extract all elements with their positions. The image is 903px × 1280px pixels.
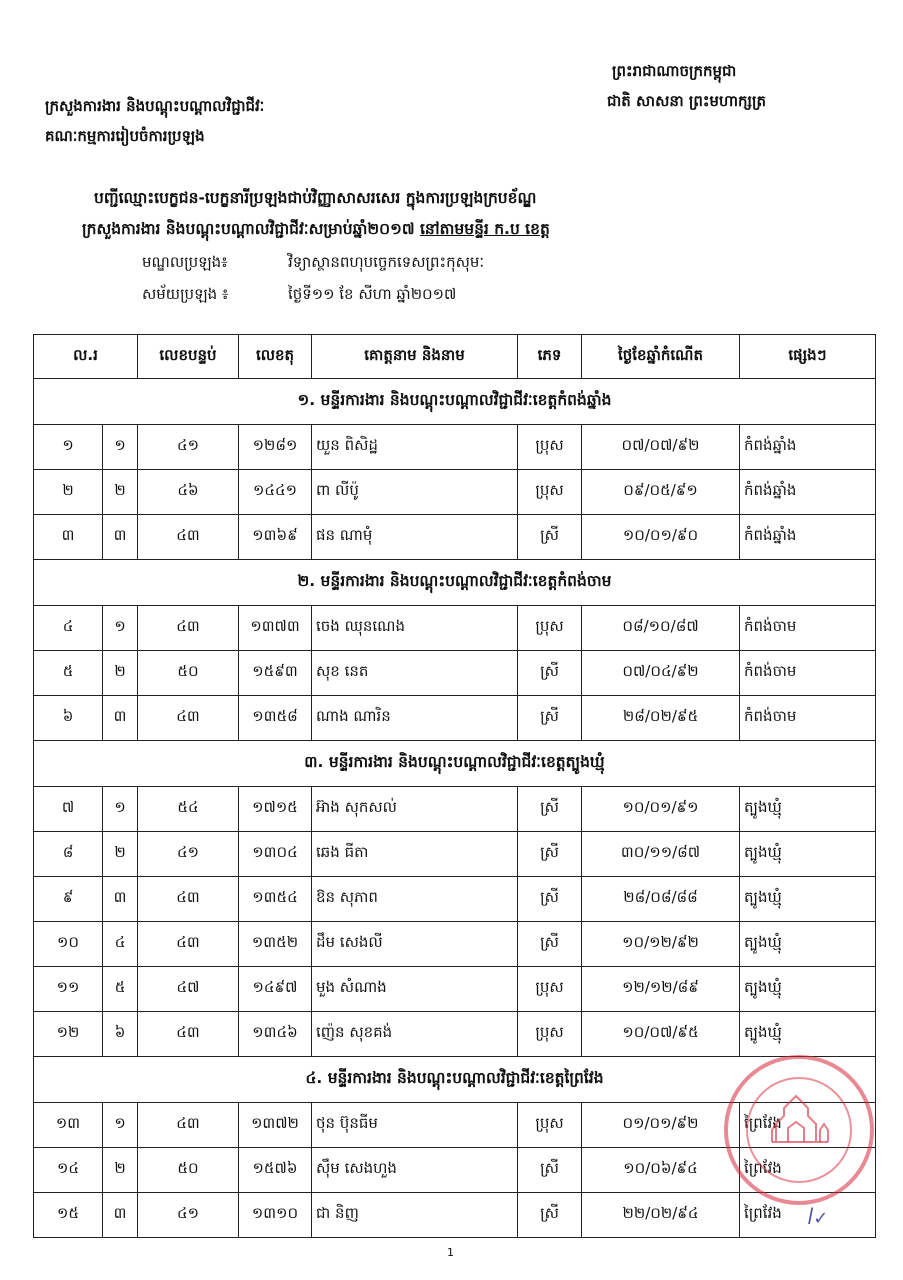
- section-title: ២. មន្ទីរការងារ និងបណ្តុះបណ្តាលវិជ្ជាជីវៈខេត្តកំពង់ចាម: [34, 560, 876, 606]
- cell-seat: ១៤៩៧: [239, 967, 312, 1012]
- cell-no: ៩: [34, 877, 103, 922]
- table-row: [34, 1012, 876, 1057]
- cell-seat: ១៤៤១: [239, 470, 312, 515]
- cell-sub: ២: [103, 1148, 138, 1193]
- cell-dob: ២៨/០២/៩៥: [582, 696, 740, 741]
- title-main: ក្រសួងការងារ និងបណ្តុះបណ្តាលវិជ្ជាជីវៈសម្រាប់ឆ្នាំ២០១៧: [82, 220, 415, 238]
- cell-no: ៥: [34, 651, 103, 696]
- cell-other: ត្បូងឃ្មុំ: [740, 967, 876, 1012]
- cell-sub: ៣: [103, 1193, 138, 1238]
- cell-name: ញ៉េន សុខគង់: [312, 1012, 518, 1057]
- cell-room: ៤៣: [138, 606, 239, 651]
- title-underlined: នៅតាមមន្ទីរ ក.ប ខេត្ត: [419, 220, 550, 238]
- cell-gender: ស្រី: [518, 1193, 582, 1238]
- cell-other: កំពង់ឆ្នាំង: [740, 470, 876, 515]
- table-row: [34, 922, 876, 967]
- cell-gender: ប្រុស: [518, 1012, 582, 1057]
- section-row: [34, 379, 876, 425]
- cell-name: ឆេង ធីតា: [312, 832, 518, 877]
- section-row: [34, 560, 876, 606]
- cell-seat: ១៣០៤: [239, 832, 312, 877]
- cell-gender: ប្រុស: [518, 967, 582, 1012]
- cell-gender: ប្រុស: [518, 606, 582, 651]
- section-title: ១. មន្ទីរការងារ និងបណ្តុះបណ្តាលវិជ្ជាជីវៈខេត្តកំពង់ឆ្នាំង: [34, 379, 876, 425]
- exam-session-label: សម័យប្រឡង ៖: [142, 285, 229, 303]
- table-row: [34, 877, 876, 922]
- cell-dob: ១០/០៦/៩៤: [582, 1148, 740, 1193]
- table-row: [34, 967, 876, 1012]
- cell-name: ពា លីប៉ូ: [312, 470, 518, 515]
- cell-sub: ៣: [103, 877, 138, 922]
- cell-dob: ១០/០១/៩១: [582, 787, 740, 832]
- cell-name: មួង សំណាង: [312, 967, 518, 1012]
- cell-other: ត្បូងឃ្មុំ: [740, 787, 876, 832]
- page-number: 1: [447, 1246, 454, 1259]
- cell-name: ស៊ឹម សេងហួង: [312, 1148, 518, 1193]
- cell-gender: ស្រី: [518, 515, 582, 560]
- table-row: [34, 515, 876, 560]
- cell-name: ណាង ណារិន: [312, 696, 518, 741]
- cell-gender: ប្រុស: [518, 470, 582, 515]
- cell-other: កំពង់ចាម: [740, 696, 876, 741]
- cell-sub: ១: [103, 606, 138, 651]
- cell-sub: ១: [103, 787, 138, 832]
- cell-seat: ១៣៧២: [239, 1103, 312, 1148]
- cell-dob: ០៨/១០/៨៧: [582, 606, 740, 651]
- cell-no: ១៣: [34, 1103, 103, 1148]
- committee-name: គណៈកម្មការរៀបចំការប្រឡង: [45, 127, 205, 145]
- cell-no: ៨: [34, 832, 103, 877]
- cell-name: ដឹម សេងលី: [312, 922, 518, 967]
- cell-seat: ១៣១០: [239, 1193, 312, 1238]
- cell-no: ១០: [34, 922, 103, 967]
- cell-no: ១២: [34, 1012, 103, 1057]
- cell-dob: ៣០/១១/៨៧: [582, 832, 740, 877]
- cell-room: ៤៣: [138, 515, 239, 560]
- cell-seat: ១៣៤៦: [239, 1012, 312, 1057]
- cell-other: កំពង់ឆ្នាំង: [740, 425, 876, 470]
- cell-other: កំពង់ចាម: [740, 606, 876, 651]
- cell-dob: ២២/០២/៩៤: [582, 1193, 740, 1238]
- cell-name: ចេង ឈុនណេង: [312, 606, 518, 651]
- cell-room: ៤១: [138, 832, 239, 877]
- cell-no: ១: [34, 425, 103, 470]
- cell-room: ៤៣: [138, 922, 239, 967]
- cell-dob: ១០/០១/៩០: [582, 515, 740, 560]
- table-row: [34, 1193, 876, 1238]
- cell-gender: ប្រុស: [518, 425, 582, 470]
- cell-gender: ប្រុស: [518, 1103, 582, 1148]
- cell-dob: ១២/១២/៨៩: [582, 967, 740, 1012]
- kingdom-heading: ព្រះរាជាណាចក្រកម្ពុជា: [612, 62, 737, 80]
- header-dob: ថ្ងៃខែឆ្នាំកំណើត: [582, 335, 740, 379]
- cell-dob: ២៨/០៨/៨៨: [582, 877, 740, 922]
- cell-seat: ១៣៧៣: [239, 606, 312, 651]
- cell-room: ៥៤: [138, 787, 239, 832]
- document-title-line-1: បញ្ជីឈ្មោះបេក្ខជន-បេក្ខនារីប្រឡងជាប់វិញ្ញាសាសរសេរ ក្នុងការប្រឡងក្របខ័ណ្ឌ: [94, 189, 537, 207]
- cell-room: ៤៣: [138, 877, 239, 922]
- cell-seat: ១៥៧៦: [239, 1148, 312, 1193]
- cell-gender: ស្រី: [518, 787, 582, 832]
- cell-sub: ២: [103, 470, 138, 515]
- cell-other: ព្រៃវែង: [740, 1148, 876, 1193]
- cell-other: ព្រៃវែង: [740, 1103, 876, 1148]
- cell-other: កំពង់ឆ្នាំង: [740, 515, 876, 560]
- cell-other: ព្រៃវែង: [740, 1193, 876, 1238]
- cell-gender: ស្រី: [518, 922, 582, 967]
- header-other: ផ្សេងៗ: [740, 335, 876, 379]
- cell-seat: ១៣៥២: [239, 922, 312, 967]
- cell-name: ផន ណាមុំ: [312, 515, 518, 560]
- cell-name: ថុន ប៊ុនធីម: [312, 1103, 518, 1148]
- cell-seat: ១៣៥៤: [239, 877, 312, 922]
- cell-no: ២: [34, 470, 103, 515]
- exam-center-value: វិទ្យាស្ថានពហុបច្ចេកទេសព្រះកុសុមៈ: [288, 253, 485, 271]
- cell-room: ៤៦: [138, 470, 239, 515]
- cell-gender: ស្រី: [518, 651, 582, 696]
- section-title: ៤. មន្ទីរការងារ និងបណ្តុះបណ្តាលវិជ្ជាជីវៈខេត្តព្រៃវែង: [34, 1057, 876, 1103]
- cell-sub: ៦: [103, 1012, 138, 1057]
- cell-name: សុខ នេត: [312, 651, 518, 696]
- cell-no: ១៤: [34, 1148, 103, 1193]
- cell-room: ៤៣: [138, 1012, 239, 1057]
- cell-room: ៥០: [138, 1148, 239, 1193]
- cell-no: ៧: [34, 787, 103, 832]
- cell-gender: ស្រី: [518, 832, 582, 877]
- table-row: [34, 606, 876, 651]
- signature-mark-icon: ꟾ✓: [808, 1208, 829, 1229]
- cell-name: ជា និញ: [312, 1193, 518, 1238]
- document-title-line-2: [82, 219, 550, 242]
- cell-seat: ១៣៦៩: [239, 515, 312, 560]
- cell-dob: ០៧/០៤/៩២: [582, 651, 740, 696]
- cell-other: ត្បូងឃ្មុំ: [740, 922, 876, 967]
- cell-gender: ស្រី: [518, 877, 582, 922]
- cell-sub: ៣: [103, 696, 138, 741]
- cell-dob: ០៩/០៥/៩១: [582, 470, 740, 515]
- cell-sub: ៤: [103, 922, 138, 967]
- cell-no: ៦: [34, 696, 103, 741]
- cell-room: ៤៣: [138, 1103, 239, 1148]
- header-no: ល.រ: [34, 335, 138, 379]
- cell-seat: ១២៨១: [239, 425, 312, 470]
- header-room: លេខបន្ទប់: [138, 335, 239, 379]
- exam-center-label: មណ្ឌលប្រឡង៖: [142, 253, 228, 271]
- cell-seat: ១៥៩៣: [239, 651, 312, 696]
- cell-no: ១១: [34, 967, 103, 1012]
- section-row: [34, 741, 876, 787]
- header-gender: ភេទ: [518, 335, 582, 379]
- cell-name: យួន ពិសិដ្ឋ: [312, 425, 518, 470]
- cell-room: ៤១: [138, 425, 239, 470]
- cell-other: ត្បូងឃ្មុំ: [740, 877, 876, 922]
- cell-room: ៤១: [138, 1193, 239, 1238]
- official-seal-icon: [724, 1055, 874, 1205]
- cell-other: ត្បូងឃ្មុំ: [740, 832, 876, 877]
- cell-gender: ស្រី: [518, 696, 582, 741]
- cell-dob: ០៧/០៧/៩២: [582, 425, 740, 470]
- national-motto: ជាតិ សាសនា ព្រះមហាក្សត្រ: [607, 92, 766, 110]
- cell-seat: ១៧១៥: [239, 787, 312, 832]
- cell-sub: ៣: [103, 515, 138, 560]
- table-header-row: [34, 335, 876, 379]
- table-row: [34, 651, 876, 696]
- cell-no: ៤: [34, 606, 103, 651]
- cell-seat: ១៣៥៨: [239, 696, 312, 741]
- cell-sub: ១: [103, 425, 138, 470]
- table-row: [34, 787, 876, 832]
- cell-other: ត្បូងឃ្មុំ: [740, 1012, 876, 1057]
- table-row: [34, 832, 876, 877]
- cell-no: ១៥: [34, 1193, 103, 1238]
- cell-room: ៤៧: [138, 967, 239, 1012]
- cell-sub: ២: [103, 832, 138, 877]
- table-row: [34, 425, 876, 470]
- exam-session-value: ថ្ងៃទី១១ ខែ សីហា ឆ្នាំ២០១៧: [288, 285, 457, 303]
- header-seat: លេខតុ: [239, 335, 312, 379]
- cell-name: អ៊ាង សុកសល់: [312, 787, 518, 832]
- cell-no: ៣: [34, 515, 103, 560]
- cell-gender: ស្រី: [518, 1148, 582, 1193]
- cell-dob: ០១/០១/៩២: [582, 1103, 740, 1148]
- table-row: [34, 470, 876, 515]
- table-row: [34, 696, 876, 741]
- section-title: ៣. មន្ទីរការងារ និងបណ្តុះបណ្តាលវិជ្ជាជីវៈខេត្តត្បូងឃ្មុំ: [34, 741, 876, 787]
- header-name: គោត្តនាម និងនាម: [312, 335, 518, 379]
- cell-sub: ៥: [103, 967, 138, 1012]
- cell-sub: ១: [103, 1103, 138, 1148]
- ministry-name: ក្រសួងការងារ និងបណ្តុះបណ្តាលវិជ្ជាជីវៈ: [45, 97, 265, 115]
- cell-room: ៤៣: [138, 696, 239, 741]
- cell-other: កំពង់ចាម: [740, 651, 876, 696]
- cell-dob: ១០/០៧/៩៥: [582, 1012, 740, 1057]
- cell-sub: ២: [103, 651, 138, 696]
- cell-dob: ១០/១២/៩២: [582, 922, 740, 967]
- cell-room: ៥០: [138, 651, 239, 696]
- cell-name: ឱន សុភាព: [312, 877, 518, 922]
